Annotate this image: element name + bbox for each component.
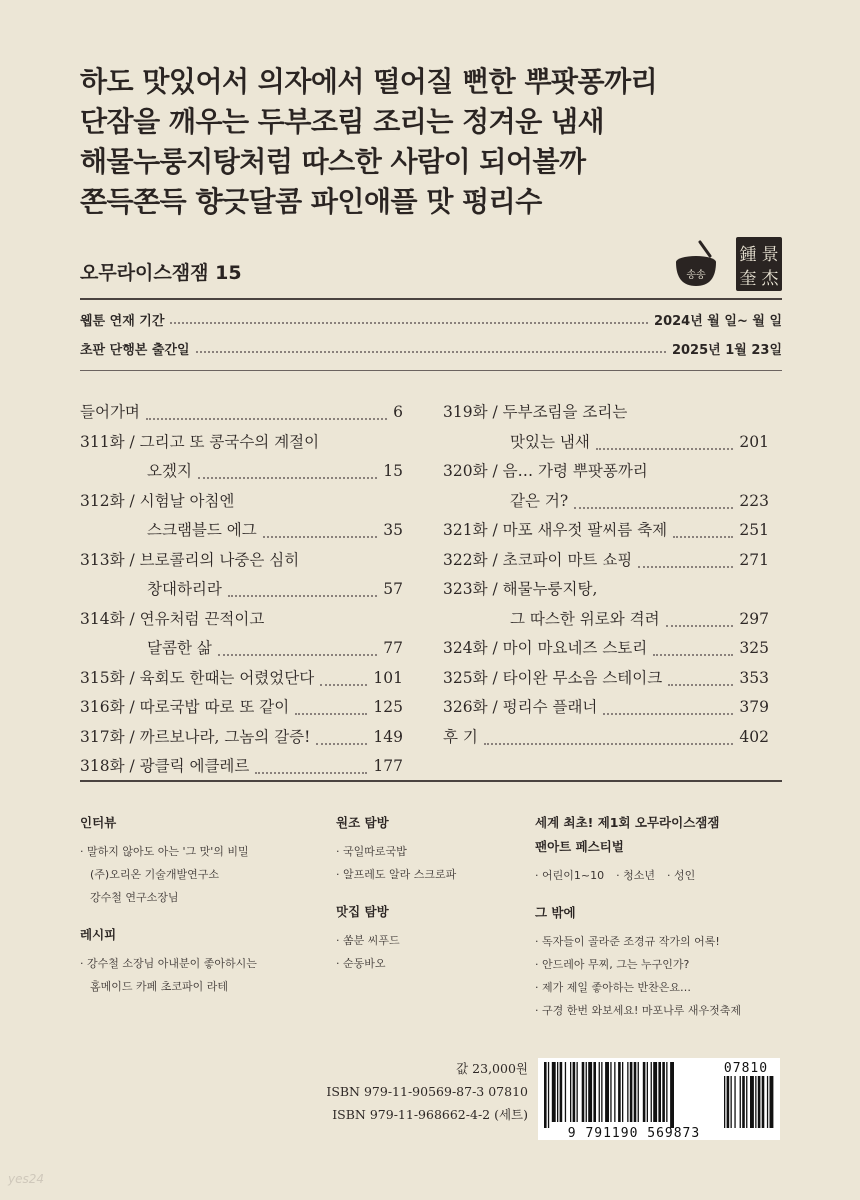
extras-heading-origin: 원조 탐방 <box>336 815 389 830</box>
toc-episode: 321화 / <box>443 521 503 539</box>
toc-title: 펑리수 플래너 <box>502 698 598 716</box>
extras-item: · 순동바오 <box>336 957 386 970</box>
toc-entry <box>443 428 769 458</box>
leader-dots <box>596 448 734 450</box>
divider <box>80 780 782 782</box>
info-label: 웹툰 연재 기간 <box>80 314 165 329</box>
extras-item: · 제가 제일 좋아하는 반찬은요… <box>535 981 691 994</box>
toc-episode: 322화 / <box>443 550 503 569</box>
leader-dots <box>218 654 377 656</box>
toc-page: 6 <box>393 403 403 421</box>
toc-episode: 320화 / <box>443 462 503 480</box>
toc-entry <box>80 752 403 782</box>
toc-entry-text <box>443 487 568 517</box>
toc-entry-text <box>443 664 662 694</box>
extras-item: (주)오리온 기술개발연구소 <box>90 868 219 881</box>
toc-page: 297 <box>739 609 769 628</box>
extras-item: · 안드레아 무찌, 그는 누구인가? <box>535 958 690 971</box>
extras-column-1 <box>80 813 330 1010</box>
series-title: 오무라이스잼잼 15 <box>80 262 242 284</box>
leader-dots <box>228 595 377 597</box>
toc-entry-text <box>80 723 310 753</box>
pot-label: 송송 <box>686 270 706 281</box>
toc-entry <box>80 457 403 487</box>
toc-episode: 311화 / <box>80 432 140 451</box>
toc-entry <box>80 723 403 753</box>
seal-char: 鍾 <box>739 245 757 265</box>
toc-entry-text <box>80 487 234 517</box>
leader-dots <box>653 654 733 656</box>
extras-item: · 성인 <box>666 869 696 882</box>
extras-item: · 국일따로국밥 <box>336 845 407 858</box>
leader-dots <box>255 772 367 774</box>
toc-entry-text <box>443 546 632 576</box>
isbn-set: ISBN 979-11-968662-4-2 (세트) <box>332 1107 528 1122</box>
seal-char: 奎 <box>739 269 757 289</box>
toc-page: 57 <box>383 580 403 598</box>
toc-entry-text <box>80 546 299 576</box>
toc-entry <box>443 575 769 605</box>
toc-page: 251 <box>739 521 769 539</box>
toc-entry-text <box>443 428 590 458</box>
extras-item: 홈메이드 카페 초코파이 라테 <box>90 980 229 993</box>
author-seal-logo-icon <box>735 236 783 292</box>
leader-dots <box>484 743 734 745</box>
toc-title: 맛있는 냄새 <box>510 432 590 451</box>
toc-entry <box>80 605 403 635</box>
toc-entry-text <box>443 575 597 605</box>
seal-char: 杰 <box>761 269 779 289</box>
toc-page: 271 <box>739 550 769 569</box>
leader-dots <box>170 322 648 324</box>
isbn-barcode-icon <box>538 1058 780 1140</box>
toc-entry-text <box>443 634 647 664</box>
toc-episode: 317화 / <box>80 727 140 746</box>
toc-entry <box>443 634 769 664</box>
toc-entry-text <box>80 398 140 428</box>
toc-title: 초코파이 마트 쇼핑 <box>502 550 633 569</box>
toc-entry <box>80 398 403 428</box>
toc-page: 325 <box>739 639 769 657</box>
barcode-addon-digits: 07810 <box>723 1061 769 1076</box>
toc-entry <box>80 575 403 605</box>
toc-entry <box>443 605 769 635</box>
toc-title: 광클릭 에클레르 <box>139 757 250 775</box>
tagline-line: 쫀득쫀득 향긋달콤 파인애플 맛 펑리수 <box>80 185 542 218</box>
leader-dots <box>146 418 387 420</box>
toc-episode: 후 기 <box>443 727 478 746</box>
toc-episode: 314화 / <box>80 609 140 628</box>
toc-entry <box>80 634 403 664</box>
toc-page: 177 <box>373 757 403 775</box>
isbn: ISBN 979-11-90569-87-3 07810 <box>326 1084 528 1099</box>
toc-right-column <box>443 398 769 752</box>
songsong-pot-logo-icon <box>670 238 722 290</box>
toc-entry-text <box>80 664 314 694</box>
toc-page: 379 <box>739 698 769 716</box>
info-row-publish <box>80 339 782 358</box>
toc-entry <box>443 457 769 487</box>
info-value: 2024년 월 일~ 월 일 <box>654 314 782 329</box>
toc-entry <box>443 487 769 517</box>
watermark: yes24 <box>8 1172 45 1186</box>
extras-item: 강수철 연구소장님 <box>90 891 179 904</box>
toc-entry-text <box>443 723 478 753</box>
barcode-digits: 9 791190 569873 <box>567 1126 701 1140</box>
leader-dots <box>638 566 733 568</box>
extras-column-2 <box>336 813 516 987</box>
toc-title: 까르보나라, 그놈의 갈증! <box>139 727 311 746</box>
extras-heading-festival-sub: 팬아트 페스티벌 <box>535 839 624 854</box>
toc-title: 스크램블드 에그 <box>147 521 257 539</box>
extras-item: · 청소년 <box>616 869 655 882</box>
toc-entry-text <box>443 605 660 635</box>
tagline-line: 단잠을 깨우는 두부조림 조리는 정겨운 냄새 <box>80 105 605 138</box>
toc-entry <box>80 516 403 546</box>
toc-entry <box>80 546 403 576</box>
toc-entry-text <box>443 457 648 487</box>
toc-entry-text <box>80 752 249 782</box>
toc-page: 101 <box>373 668 403 687</box>
toc-title: 그리고 또 콩국수의 계절이 <box>139 432 320 451</box>
divider <box>80 370 782 371</box>
toc-title: 음… 가령 뿌팟퐁까리 <box>502 462 648 480</box>
tagline-line: 해물누룽지탕처럼 따스한 사람이 되어볼까 <box>80 145 586 178</box>
toc-episode: 326화 / <box>443 698 503 716</box>
toc-page: 353 <box>739 668 769 687</box>
toc-entry-text <box>80 605 264 635</box>
toc-entry <box>443 398 769 428</box>
toc-title: 브로콜리의 나중은 심히 <box>139 550 300 569</box>
toc-page: 125 <box>373 698 403 716</box>
toc-page: 149 <box>373 727 403 746</box>
extras-column-3 <box>535 813 785 1034</box>
info-row-serial <box>80 310 782 329</box>
leader-dots <box>668 684 733 686</box>
leader-dots <box>603 713 733 715</box>
toc-title: 마이 마요네즈 스토리 <box>502 639 648 657</box>
toc-title: 달콤한 삶 <box>147 639 212 657</box>
toc-entry-text <box>80 457 192 487</box>
extras-heading-interview: 인터뷰 <box>80 815 117 830</box>
leader-dots <box>673 536 733 538</box>
extras-item: · 독자들이 골라준 조경규 작가의 어록! <box>535 935 720 948</box>
toc-title: 두부조림을 조리는 <box>502 403 628 421</box>
toc-episode: 316화 / <box>80 698 140 716</box>
toc-page: 77 <box>383 639 403 657</box>
toc-episode: 323화 / <box>443 580 503 598</box>
toc-page: 402 <box>739 727 769 746</box>
toc-entry <box>443 693 769 723</box>
extras-item: · 어린이1~10 <box>535 869 605 882</box>
leader-dots <box>320 684 367 686</box>
toc-title: 마포 새우젓 팔씨름 축제 <box>502 521 668 539</box>
toc-title: 그 따스한 위로와 격려 <box>510 609 660 628</box>
toc-entry-text <box>80 693 289 723</box>
toc-title: 육회도 한때는 어렸었단다 <box>139 668 315 687</box>
leader-dots <box>295 713 367 715</box>
toc-page: 35 <box>383 521 403 539</box>
toc-entry <box>443 516 769 546</box>
toc-title: 연유처럼 끈적이고 <box>139 609 265 628</box>
price-isbn-block <box>300 1057 528 1126</box>
toc-title: 해물누룽지탕, <box>502 580 598 598</box>
extras-item: · 말하지 않아도 아는 '그 맛'의 비밀 <box>80 845 249 858</box>
extras-heading-recipe: 레시피 <box>80 927 117 942</box>
toc-page: 15 <box>383 462 403 480</box>
toc-episode: 324화 / <box>443 639 503 657</box>
divider <box>80 298 782 300</box>
toc-entry-text <box>80 428 319 458</box>
extras-item: · 구경 한번 와보세요! 마포나루 새우젓축제 <box>535 1004 742 1017</box>
toc-entry <box>443 723 769 753</box>
extras-item: · 쏨분 씨푸드 <box>336 934 400 947</box>
toc-entry-text <box>80 516 257 546</box>
toc-page: 201 <box>739 432 769 451</box>
toc-page: 223 <box>739 491 769 510</box>
toc-entry-text <box>443 693 597 723</box>
toc-entry-text <box>80 575 222 605</box>
toc-entry <box>80 487 403 517</box>
seal-char: 景 <box>761 245 779 265</box>
toc-title: 따로국밥 따로 또 같이 <box>139 698 290 716</box>
price: 값 23,000원 <box>456 1061 528 1076</box>
leader-dots <box>574 507 733 509</box>
leader-dots <box>198 477 377 479</box>
extras-item: · 알프레도 알라 스크로파 <box>336 868 457 881</box>
leader-dots <box>263 536 378 538</box>
toc-entry-text <box>443 516 667 546</box>
toc-entry <box>80 664 403 694</box>
festival-categories <box>535 864 785 887</box>
toc-entry <box>80 428 403 458</box>
toc-title: 같은 거? <box>510 491 569 510</box>
toc-episode: 315화 / <box>80 668 140 687</box>
extras-item: · 강수철 소장님 아내분이 좋아하시는 <box>80 957 257 970</box>
toc-entry-text <box>443 398 627 428</box>
extras-heading-others: 그 밖에 <box>535 905 576 920</box>
toc-entry <box>80 693 403 723</box>
toc-episode: 319화 / <box>443 403 503 421</box>
toc-episode: 325화 / <box>443 668 503 687</box>
toc-episode: 313화 / <box>80 550 140 569</box>
tagline-line: 하도 맛있어서 의자에서 떨어질 뻔한 뿌팟퐁까리 <box>80 65 658 98</box>
extras-heading-festival: 세계 최초! 제1회 오무라이스잼잼 <box>535 815 720 830</box>
toc-left-column <box>80 398 403 782</box>
toc-entry-text <box>80 634 212 664</box>
toc-title: 타이완 무소음 스테이크 <box>502 668 663 687</box>
toc-title: 오겠지 <box>147 462 192 480</box>
leader-dots <box>316 743 367 745</box>
toc-episode: 312화 / <box>80 491 140 510</box>
info-value: 2025년 1월 23일 <box>671 343 782 358</box>
toc-title: 시험날 아침엔 <box>139 491 235 510</box>
toc-entry <box>443 546 769 576</box>
toc-entry <box>443 664 769 694</box>
extras-heading-restaurant: 맛집 탐방 <box>336 904 389 919</box>
cover-tagline <box>80 62 780 222</box>
toc-episode: 들어가며 <box>80 403 140 421</box>
leader-dots <box>666 625 734 627</box>
leader-dots <box>196 351 666 353</box>
info-label: 초판 단행본 출간일 <box>80 343 190 358</box>
toc-episode: 318화 / <box>80 757 140 775</box>
toc-title: 창대하리라 <box>147 580 222 598</box>
